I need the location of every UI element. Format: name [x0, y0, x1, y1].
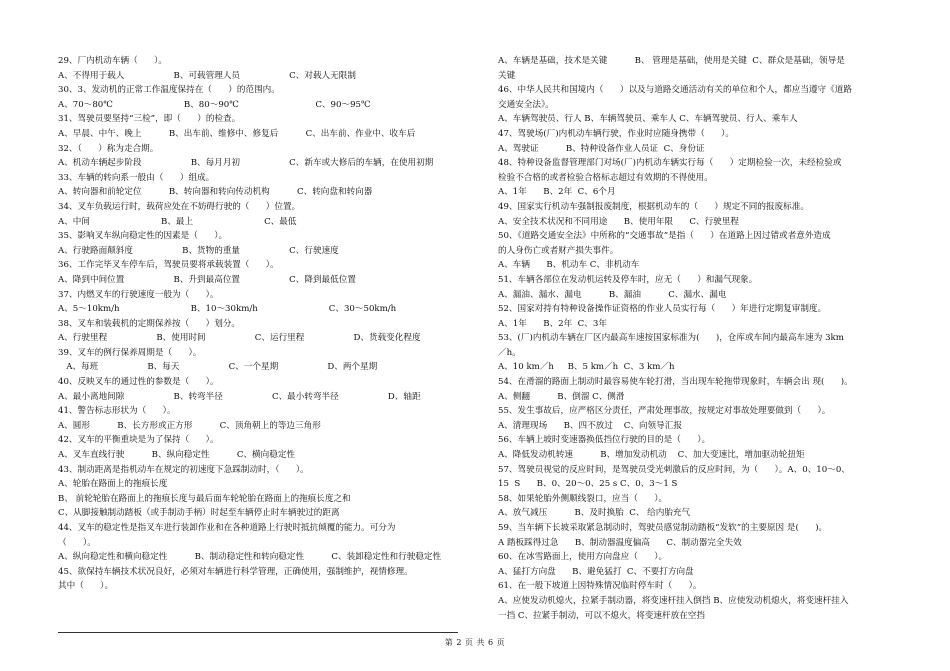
text-line: A、中间 B、最上 C、最低: [58, 216, 297, 227]
text-line: A、70～80℃ B、80～90℃ C、90～95℃: [58, 99, 371, 110]
text-line: 的人身伤亡或者财产损失事件。: [498, 245, 619, 256]
text-line: 46、中华人民共和国境内（ ）以及与道路交通活动有关的单位和个人，都应当遵守《道路: [498, 85, 852, 96]
text-line: 55、发生事故后，应严格区分责任，严肃处理事故，按规定对事故处理要做到（ ）。: [498, 406, 831, 417]
text-line: A 踏板踩得过急 B、制动器温度偏高 C、制动器完全失效: [498, 537, 742, 548]
text-line: 59、当车辆下长坡采取紧急制动时，驾驶员感觉制动踏板“发软”的主要原因 是( )。: [498, 523, 828, 533]
text-line: A、叉车直线行驶 B、纵向稳定性 C、横向稳定性: [58, 450, 296, 461]
text-line: 60、在冰雪路面上，使用方向盘应（ ）。: [498, 552, 668, 563]
text-line: 47、驾驶场(厂)内机动车辆行驶，作业时应随身携带（ ）。: [498, 128, 734, 139]
text-line: 57、驾驶员视觉的反应时间，是驾驶员受光刺激后的反应时间，为（ ）。A、0、10～0、: [498, 464, 850, 475]
text-line: A、安全技术状况和不同用途 B、使用年限 C、行驶里程: [498, 216, 739, 227]
text-line: A、猛打方向盘 B、避免猛打 C、不要打方向盘: [498, 566, 694, 577]
text-line: 31、驾驶员要坚持“三检”，即（ ）的检查。: [58, 114, 241, 125]
text-line: A、行驶里程 B、使用时间 C、运行里程 D、货载变化程度: [58, 333, 421, 344]
text-line: 61、在一般下坡道上因特殊情况临时停车时（ ）。: [498, 581, 702, 592]
text-line: A、车辆 B、机动车 C、非机动车: [498, 260, 640, 271]
text-line: 50、《道路交通安全法》中所称的“交通事故”是指（ ）在道路上因过错或者意外造成: [498, 231, 831, 242]
text-line: 43、制动距离是指机动车在规定的初速度下急踩制动时，（ ）。: [58, 464, 309, 475]
text-line: 45、欲保持车辆技术状况良好，必须对车辆进行科学管理，正确使用，强制维护，视情修理。: [58, 566, 413, 577]
text-line: 35、影响叉车纵向稳定性的因素是（ ）。: [58, 231, 228, 242]
text-line: 53、(厂)内机动车辆在厂区内最高车速按国家标准为( )，仓库或车间内最高车速为 3km: [498, 333, 844, 344]
text-line: 48、特种设备监督管理部门对场(厂)内机动车辆实行每（ ）定期检验一次，未经检验或: [498, 158, 842, 169]
text-line: 49、国家实行机动车强制报废制度，根据机动车的（ ）规定不同的报废标准。: [498, 201, 809, 212]
text-line: 交通安全法》。: [498, 99, 554, 110]
text-line: A、转向器和前轮定位 B、转向器和转向传动机构 C、转向盘和转向器: [58, 187, 373, 198]
text-line: A、侧翻 B、倒溜 C、侧滑: [498, 391, 625, 402]
text-line: 38、叉车和装载机的定期保养按（ ）划分。: [58, 318, 241, 329]
text-line: A、放气减压 B、及时换胎 C、 给内胎充气: [498, 508, 691, 519]
text-line: A、最小离地间隙 B、转弯半径 C、最小转弯半径 D、轴距: [58, 391, 421, 402]
text-line: 一挡 C、拉紧手制动，可以不熄火，将变速杆放在空挡: [498, 610, 705, 621]
text-line: A、应使发动机熄火，拉紧手制动器，将变速杆挂入倒挡 B、应使发动机熄火，将变速杆挂入: [498, 595, 849, 606]
text-line: A、机动车辆起步阶段 B、每月月初 C、新车或大修后的车辆，在使用初期: [58, 158, 434, 169]
footer-divider: [58, 632, 458, 633]
text-line: A、早晨、中午、晚上 B、出车前、维修中、修复后 C、出车前、作业中、收车后: [58, 128, 416, 139]
text-line: 52、国家对持有特种设备操作证资格的作业人员实行每（ ）年进行定期复审制度。: [498, 304, 827, 315]
text-line: 54、在滑溜的路面上制动时最容易使车轮打滑，当出现车轮拖带现象时，车辆会出 现( )。: [498, 377, 853, 388]
text-line: 40、反映叉车的通过性的参数是（ ）。: [58, 377, 219, 388]
text-line: （ ）。: [58, 537, 96, 548]
text-line: 51、车辆各部位在发动机运转及停车时，应无（ ）和漏气现象。: [498, 274, 758, 285]
text-line: 33、车辆的转向系一般由（ ）组成。: [58, 172, 215, 183]
text-line: 32、（ ）称为走合期。: [58, 143, 159, 154]
text-line: A、漏油、漏水、漏电 B、漏油 C、漏水、漏电: [498, 289, 727, 300]
text-line: 检验不合格的或者检验合格标志超过有效期的不得使用。: [498, 172, 713, 183]
text-line: A、降低发动机转速 B、增加发动机动 C、加大变速比，增加驱动轮扭矩: [498, 450, 805, 461]
page-number: 第 2 页 共 6 页: [444, 638, 506, 647]
text-line: 其中（ ）。: [58, 581, 114, 592]
text-line: A、1年 B、2年 C、6个月: [498, 187, 616, 198]
text-line: A、纵向稳定性和横向稳定性 B、制动稳定性和转向稳定性 C、装卸稳定性和行驶稳定性: [58, 552, 442, 563]
text-line: 42、叉车的平衡重块是为了保持（ ）。: [58, 435, 219, 446]
text-line: 37、内燃叉车的行驶速度一般为（ ）。: [58, 289, 219, 300]
text-line: A、轮胎在路面上的拖痕长度: [58, 479, 168, 490]
text-line: 29、厂内机动车辆（ ）。: [58, 56, 167, 66]
text-line: 44、叉车的稳定性是指叉车进行装卸作业和在各种道路上行驶时抵抗倾覆的能力。可分为: [58, 523, 396, 533]
text-line: 58、如果轮胎外侧顺线裂口，应当（ ）。: [498, 493, 668, 504]
right-column: [498, 54, 898, 623]
text-line: 36、工作完毕叉车停车后，驾驶员要将承载装置（ ）。: [58, 260, 279, 271]
text-line: A、圆形 B、长方形或正方形 C、顶角朝上的等边三角形: [58, 420, 321, 431]
text-line: A、车辆是基础，技术是关键 B、 管理是基础，使用是关键 C、群众是基础，领导是: [498, 56, 845, 66]
text-line: B、 前轮轮胎在路面上的拖痕长度与最后面车轮轮胎在路面上的拖痕长度之和: [58, 493, 351, 504]
text-line: 34、叉车负载运行时，载荷应处在不妨碍行驶的（ ）位置。: [58, 201, 301, 212]
text-line: ／h。: [498, 347, 521, 358]
text-line: 30、3、发动机的正常工作温度保持在（ ）的范围内。: [58, 85, 280, 96]
text-line: A、10 km／h B、5 km／h C、3 km／h: [498, 362, 675, 373]
text-line: A、车辆驾驶员、行人 B、车辆驾驶员、乘车人 C、车辆驾驶员、行人、乘车人: [498, 114, 798, 125]
text-line: A、降到中间位置 B、升到最高位置 C、降到最低位置: [58, 274, 356, 285]
text-line: 15 S B、0、20～0、25 s C、0、3～1 S: [498, 479, 678, 490]
text-line: 56、车辆上坡时变速器换低挡位行驶的目的是（ ）。: [498, 435, 711, 446]
text-line: A、每班 B、每天 C、一个星期 D、两个星期: [58, 362, 378, 373]
text-line: A、清理现场 B、四不放过 C、向领导汇报: [498, 420, 682, 431]
text-line: A、5～10km/h B、10～30km/h C、30～50km/h: [58, 304, 397, 315]
text-line: A、行驶路面颠斜度 B、货物的重量 C、行驶速度: [58, 245, 339, 256]
text-line: C、从脚接触制动踏板（或手制动手柄）时起至车辆停止时车辆驶过的距离: [58, 508, 340, 519]
text-line: 关键: [498, 70, 516, 81]
text-line: A、1年 B、2年 C、3年: [498, 318, 607, 329]
text-line: A、不得用于载人 B、可载管理人员 C、对载人无限制: [58, 70, 356, 81]
text-line: 41、警告标志形状为（ ）。: [58, 406, 176, 417]
text-line: A、驾驶证 B、特种设备作业人员证 C、身份证: [498, 143, 705, 154]
left-column: [58, 54, 476, 594]
text-line: 39、叉车的例行保养周期是（ ）。: [58, 347, 202, 358]
